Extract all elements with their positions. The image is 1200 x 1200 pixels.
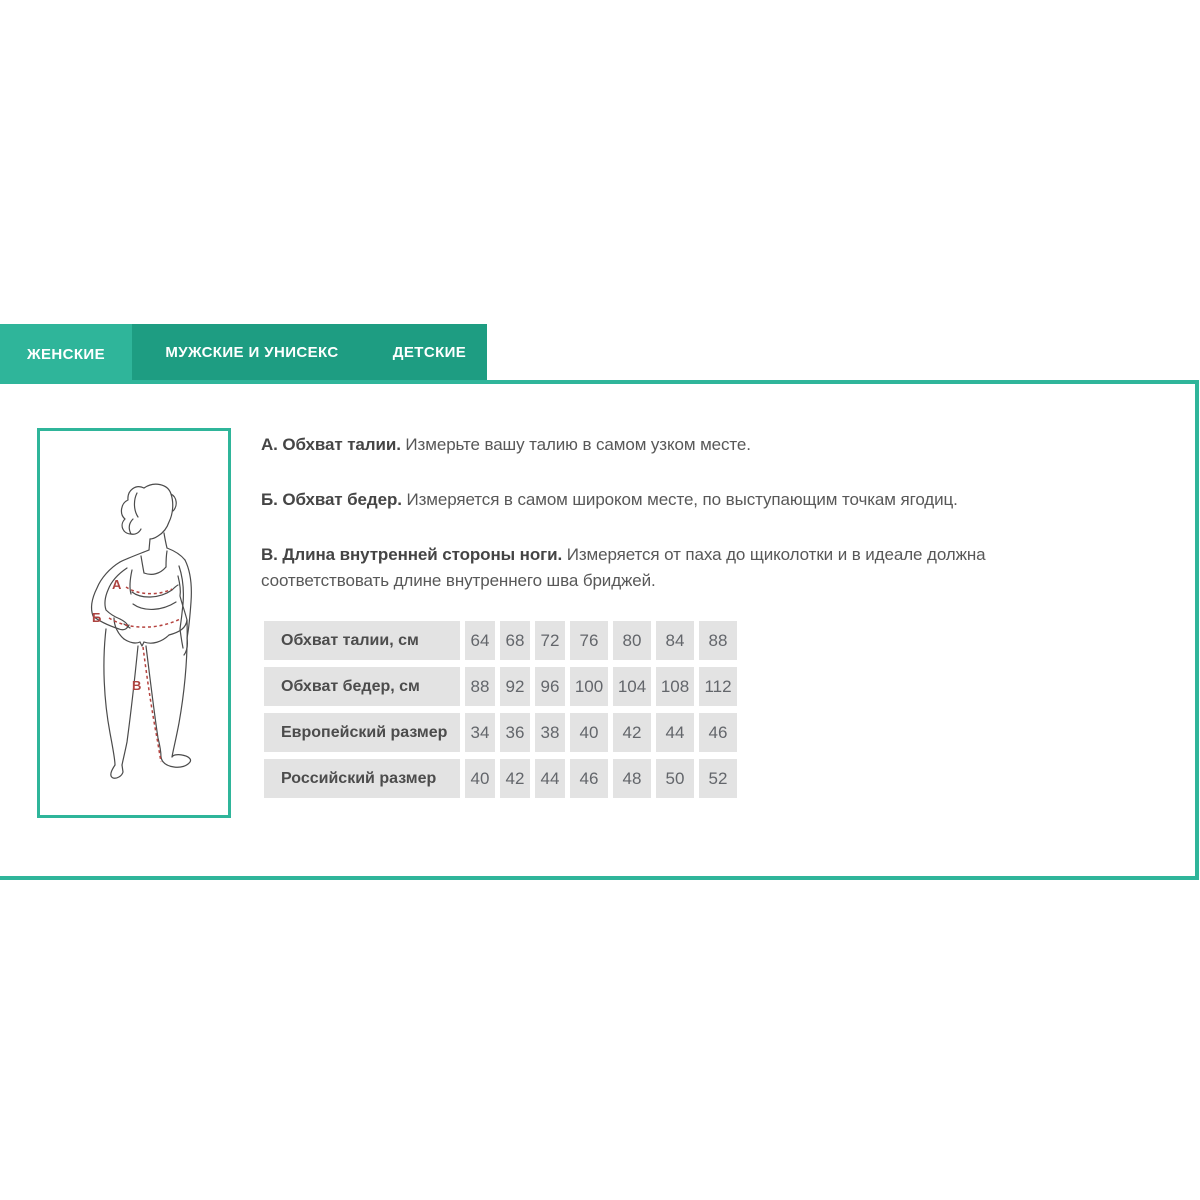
table-cell: 80	[613, 621, 651, 660]
instruction-hips	[261, 487, 1071, 513]
table-cell: 44	[535, 759, 565, 798]
tab-men-unisex-label: МУЖСКИЕ И УНИСЕКС	[165, 343, 339, 361]
tab-children-label: ДЕТСКИЕ	[392, 343, 467, 361]
table-cell: 112	[699, 667, 737, 706]
table-row-hips	[264, 667, 737, 706]
size-table	[264, 621, 737, 798]
inseam-letter: В	[132, 678, 142, 693]
measurement-figure-box	[37, 428, 231, 818]
table-cell: 40	[570, 713, 608, 752]
table-cell: 72	[535, 621, 565, 660]
table-cell: 88	[699, 621, 737, 660]
instruction-inseam	[261, 542, 1071, 594]
table-cell: 100	[570, 667, 608, 706]
table-cell: 38	[535, 713, 565, 752]
table-cell: 34	[465, 713, 495, 752]
size-category-tabbar	[0, 324, 487, 384]
table-cell: 44	[656, 713, 694, 752]
tab-men-unisex[interactable]	[132, 324, 372, 380]
table-cell: 96	[535, 667, 565, 706]
waist-letter: А	[112, 577, 122, 592]
size-chart-panel	[0, 380, 1199, 880]
instruction-waist	[261, 432, 1071, 458]
measurement-instructions	[261, 432, 1071, 623]
tab-women[interactable]	[0, 324, 132, 384]
table-cell: 84	[656, 621, 694, 660]
table-cell: 36	[500, 713, 530, 752]
row-label: Обхват талии, см	[264, 621, 460, 660]
hips-letter: Б	[92, 610, 102, 625]
table-row-waist	[264, 621, 737, 660]
instruction-inseam-text: Измеряется от паха до щиколотки и в идеале должна соответствовать длине внутреннего шва бриджей.	[261, 545, 986, 590]
table-cell: 46	[570, 759, 608, 798]
table-cell: 50	[656, 759, 694, 798]
body-measurement-illustration-icon	[40, 431, 228, 815]
table-cell: 48	[613, 759, 651, 798]
table-cell: 88	[465, 667, 495, 706]
measurement-dashed-lines	[109, 587, 180, 762]
table-cell: 46	[699, 713, 737, 752]
instruction-inseam-lead: В. Длина внутренней стороны ноги.	[261, 545, 563, 564]
tab-children[interactable]	[372, 324, 487, 380]
table-row-eu-size	[264, 713, 737, 752]
table-cell: 42	[500, 759, 530, 798]
table-row-ru-size	[264, 759, 737, 798]
instruction-hips-text: Измеряется в самом широком месте, по выступающим точкам ягодиц.	[401, 490, 958, 509]
table-cell: 42	[613, 713, 651, 752]
table-cell: 76	[570, 621, 608, 660]
table-cell: 104	[613, 667, 651, 706]
instruction-waist-text: Измерьте вашу талию в самом узком месте.	[400, 435, 751, 454]
table-cell: 52	[699, 759, 737, 798]
instruction-hips-lead: Б. Обхват бедер.	[261, 490, 402, 509]
row-label: Европейский размер	[264, 713, 460, 752]
table-cell: 40	[465, 759, 495, 798]
row-label: Российский размер	[264, 759, 460, 798]
table-cell: 64	[465, 621, 495, 660]
table-cell: 92	[500, 667, 530, 706]
table-cell: 108	[656, 667, 694, 706]
table-cell: 68	[500, 621, 530, 660]
tab-women-label: ЖЕНСКИЕ	[27, 345, 105, 363]
instruction-waist-lead: А. Обхват талии.	[261, 435, 401, 454]
row-label: Обхват бедер, см	[264, 667, 460, 706]
